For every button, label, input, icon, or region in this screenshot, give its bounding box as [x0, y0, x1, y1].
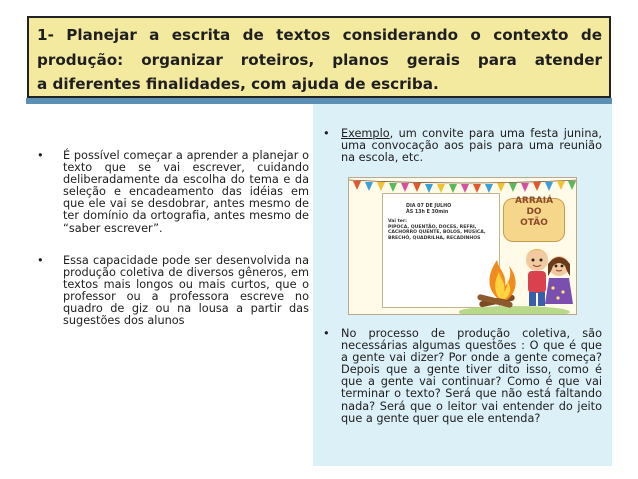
left-bullet-1-text: É possível começar a aprender a planejar o texto que se vai escrever, cuidando deliberadamente da escolha do tema e da seleção e encadeamento das idéias em que ele vai se desdobrar, antes mesmo de ter domínio da ortografia, antes mesmo de “saber escrever”.	[63, 149, 309, 235]
bullet-dot-icon: •	[323, 127, 330, 140]
title-line-1: 1- Planejar a escrita de textos considerando o contexto de	[37, 26, 602, 44]
bullet-dot-icon: •	[37, 253, 44, 267]
arraia-word-2: DO	[526, 207, 542, 217]
festa-junina-invitation-image	[348, 177, 577, 315]
left-text-column	[27, 150, 309, 347]
example-bullet	[313, 128, 610, 164]
invitation-date	[406, 204, 494, 215]
bonfire-and-children-illustration-icon	[459, 236, 574, 315]
slide-title	[27, 16, 611, 98]
invitation-date-line-1: DIA 07 DE JULHO	[406, 204, 452, 209]
example-label: Exemplo	[341, 127, 390, 140]
example-text: , um convite para uma festa junina, uma convocação aos pais para uma reunião na escola, etc.	[341, 127, 602, 165]
bullet-dot-icon: •	[37, 149, 44, 162]
invitation-date-line-2: ÀS 13h E 30min	[406, 209, 449, 215]
bullet-dot-icon: •	[323, 327, 330, 340]
process-bullet	[313, 328, 610, 425]
right-text-column-lower	[313, 328, 610, 425]
invitation-items: PIPOCA, QUENTÃO, DOCES, REFRI, CACHORRO QUENTE, BOLOS, MÚSICA, BRECHÓ, QUADRILHA, RECADINHOS	[388, 224, 486, 241]
arraia-word-1: ARRAIÁ	[514, 196, 554, 206]
left-bullet-2-text: Essa capacidade pode ser desenvolvida na produção coletiva de diversos gêneros, em textos mais longos ou mais curtos, que o professor ou a professora escreve no quadro de giz ou na lousa a partir das sugestões dos alunos	[63, 253, 309, 328]
left-bullet-2	[27, 255, 309, 328]
arraia-word-3: OTÃO	[520, 218, 548, 228]
title-line-3: a diferentes finalidades, com ajuda de escriba.	[37, 75, 439, 93]
invitation-vai-ter: Vai ter:	[388, 219, 407, 225]
left-bullet-1	[27, 150, 309, 235]
right-text-column	[313, 128, 610, 164]
title-line-2: produção: organizar roteiros, planos gerais para atender	[37, 50, 602, 69]
process-text: No processo de produção coletiva, são necessárias algumas questões : O que é que a gente vai dizer? Por onde a gente começa? Depois que a gente tiver dito isso, como é que a gente vai continuar? Como é que vai terminar o texto? Será que não está faltando nada? Será que o leitor vai entender do jeito que a gente quer que ele entenda?	[341, 327, 602, 425]
